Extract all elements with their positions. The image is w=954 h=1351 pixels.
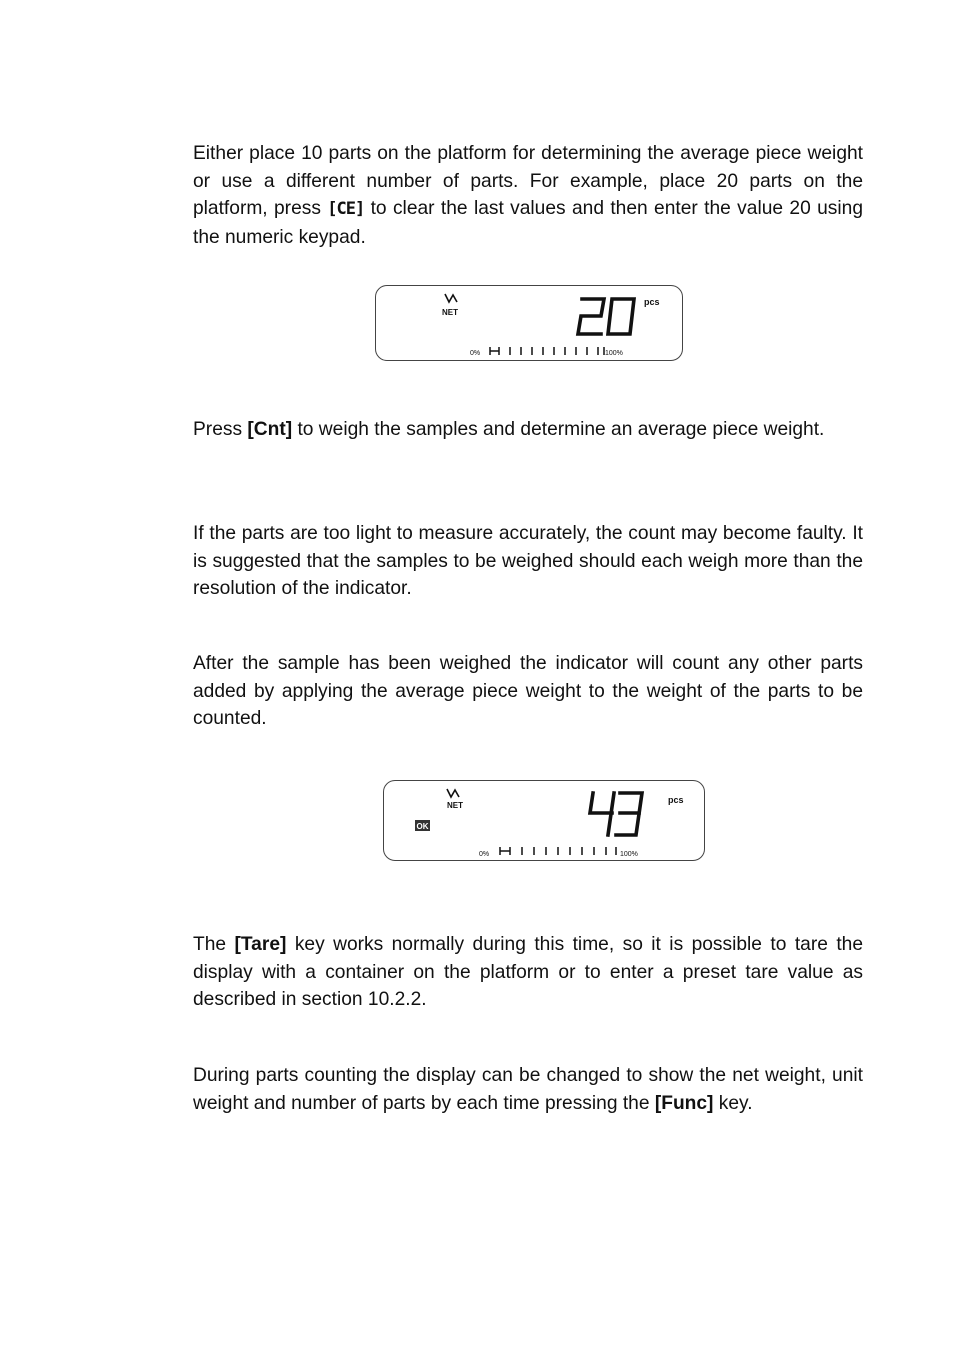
paragraph-text: Either place 10 parts on the platform for determining the average piece weight or use a different number of parts. For example, place 20 parts on the platform, press [193,143,863,219]
paragraph-text: to clear the last values and then enter the value 20 using the numeric keypad. [193,198,863,248]
paragraph-text: Press [193,419,248,440]
paragraph-text: During parts counting the display can be changed to show the net weight, unit weight and number of parts by each time pressing the [193,1065,863,1114]
bar-min-label: 0% [470,350,481,357]
paragraph-text: key. [713,1092,753,1114]
lcd-display-20-pcs [375,285,683,361]
stability-wave-icon [447,789,459,797]
paragraph-text: The [193,934,235,955]
paragraph-average-piece-weight [193,140,863,251]
stability-wave-icon [445,294,457,302]
paragraph-light-parts-warning: If the parts are too light to measure accurately, the count may become faulty. It is suggested that the samples to be weighed should each weigh more than the resolution of the indicator. [193,523,863,599]
net-label: NET [447,801,463,810]
paragraph-counting-added-parts: After the sample has been weighed the indicator will count any other parts added by applying the average piece weight to the weight of the parts to be counted. [193,653,863,729]
func-key-label: [Func] [654,1092,714,1114]
bar-graph [500,847,616,855]
paragraph-press-cnt [193,416,863,444]
bar-min-label: 0% [479,851,490,858]
net-label: NET [442,308,458,317]
ce-key-label: [CE] [327,199,365,219]
bar-max-label: 100% [620,851,638,858]
bar-max-label: 100% [605,350,623,357]
tare-key-label: [Tare] [234,934,287,955]
lcd-display-43-pcs [383,780,705,861]
cnt-key-label: [Cnt] [247,419,293,440]
bar-graph [490,347,604,355]
paragraph-func-key [193,1062,863,1117]
unit-label: pcs [668,795,684,805]
seven-segment-reading [590,793,642,835]
seven-segment-reading [578,299,634,334]
unit-label: pcs [644,297,660,307]
paragraph-text: to weigh the samples and determine an average piece weight. [292,419,825,440]
paragraph-text: key works normally during this time, so it is possible to tare the display with a container on the platform or to enter a preset tare value as described in section 10.2.2. [193,934,863,1010]
paragraph-tare-key [193,931,863,1014]
ok-badge: OK [416,822,429,831]
